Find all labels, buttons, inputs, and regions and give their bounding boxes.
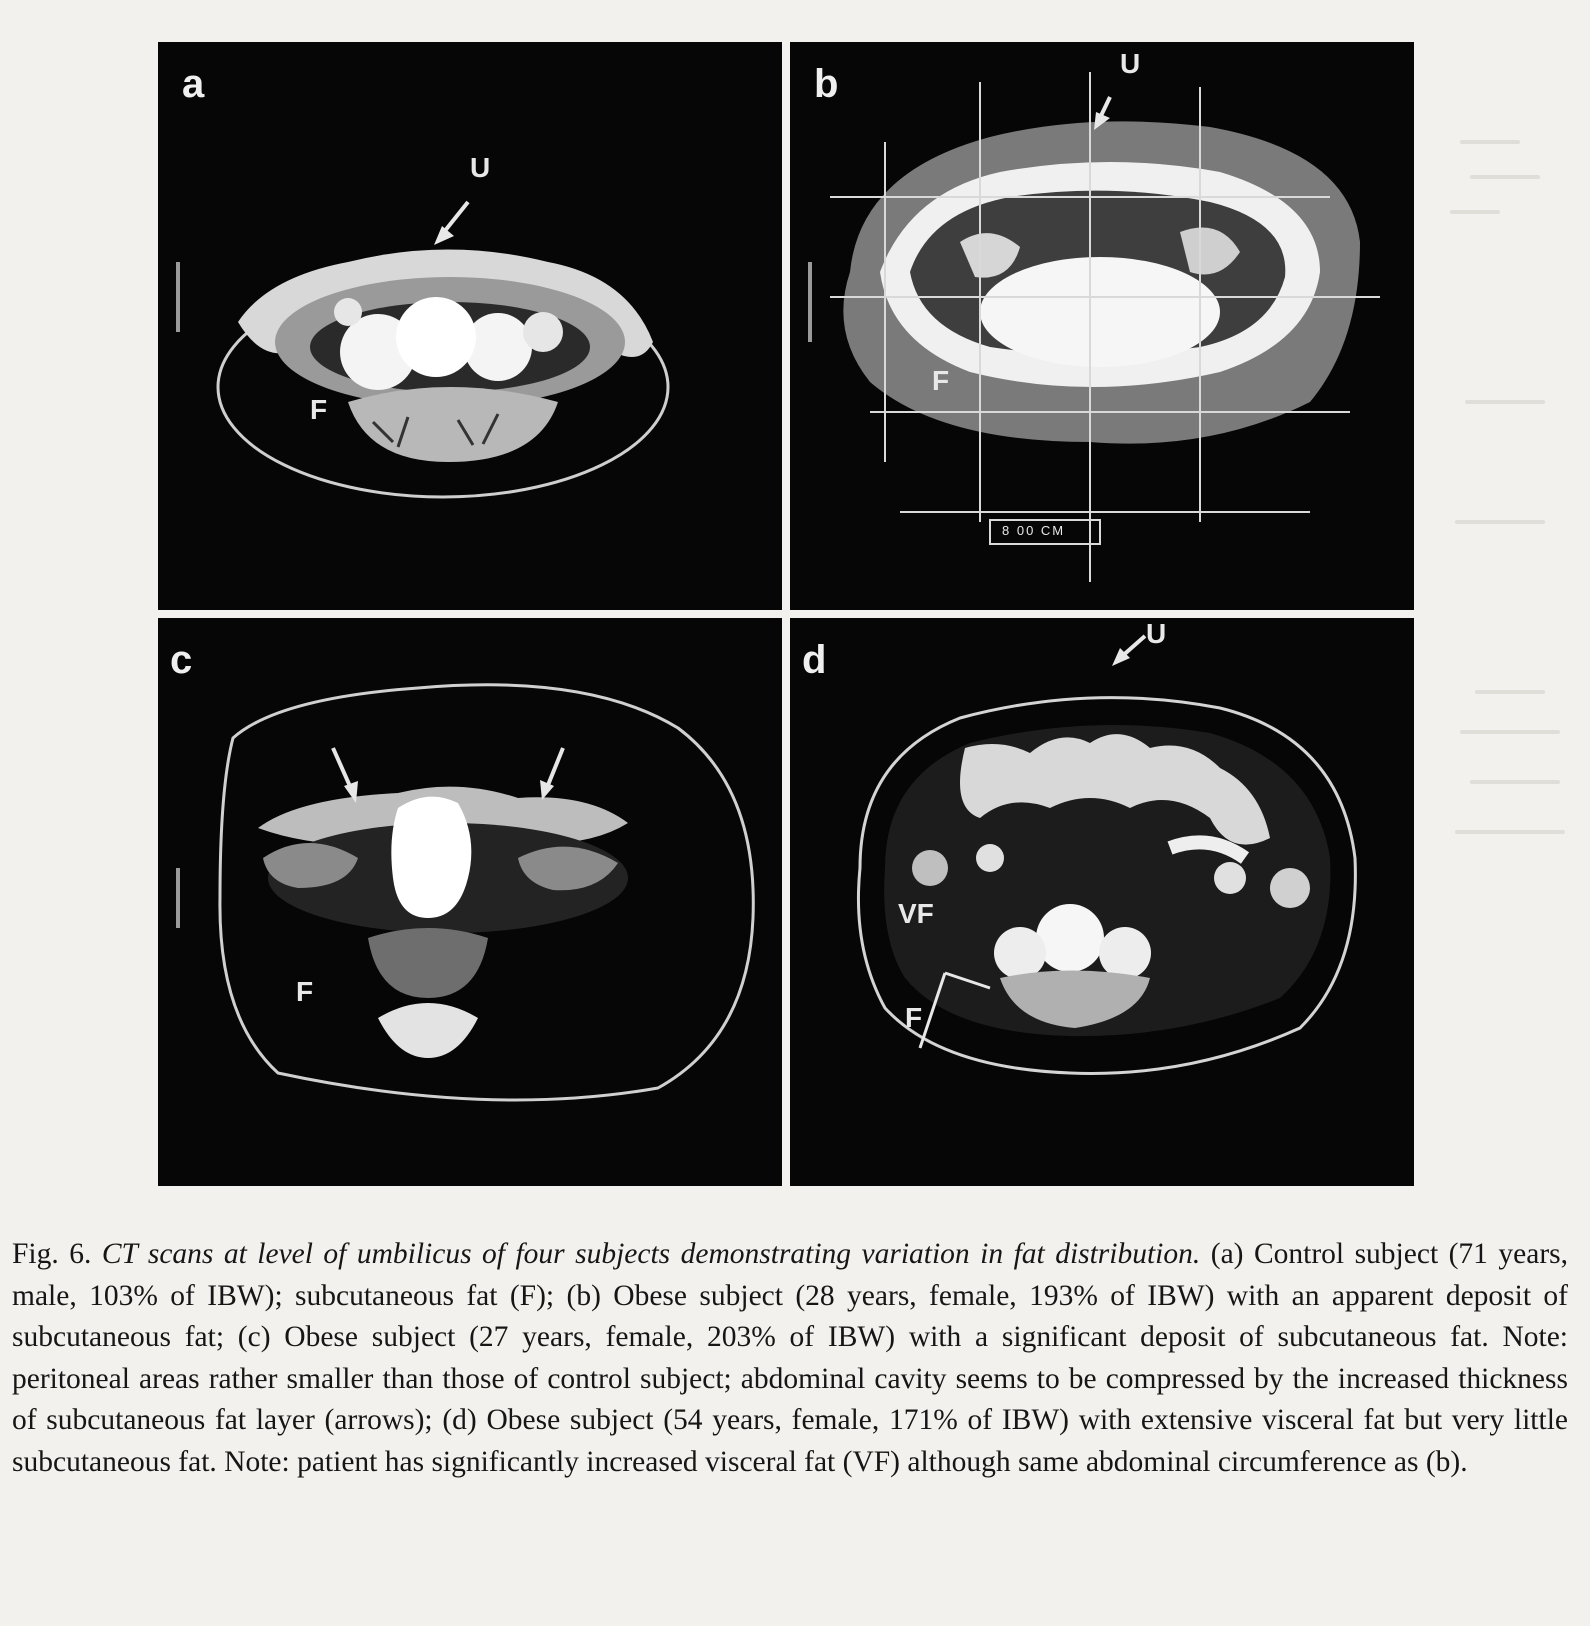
visceral-fat-marker-d: VF — [898, 898, 934, 929]
panel-a — [158, 42, 782, 610]
umbilicus-marker-b: U — [1120, 48, 1141, 79]
figure-caption — [12, 1234, 1568, 1483]
panel-c — [158, 618, 782, 1186]
ct-scan-a — [158, 42, 782, 610]
ct-scan-b — [790, 42, 1414, 610]
panel-b — [790, 42, 1414, 610]
umbilicus-marker-a: U — [470, 152, 491, 183]
panel-label-b: b — [814, 62, 839, 106]
panel-label-d: d — [802, 638, 827, 682]
fat-marker-d: F — [905, 1002, 923, 1033]
fat-marker-a: F — [310, 394, 328, 425]
page-bleed-through — [1430, 0, 1590, 1200]
fat-marker-c: F — [296, 976, 314, 1007]
panel-label-a: a — [182, 62, 205, 106]
caption-title: CT scans at level of umbilicus of four subjects demonstrating variation in fat distribution. — [101, 1238, 1201, 1270]
ct-figure — [158, 42, 1414, 1190]
scale-bar-text: 8 00 CM — [1002, 523, 1066, 538]
umbilicus-marker-d: U — [1146, 618, 1167, 649]
ct-scan-d — [790, 618, 1414, 1186]
fat-marker-b: F — [932, 365, 950, 396]
caption-body: (a) Control subject (71 years, male, 103% of IBW); subcutaneous fat (F); (b) Obese subject (28 years, female, 193% of IBW) with an apparent deposit of subcutaneous fat; (c) Obese subject (27 years, female, 203% of IBW) with a significant deposit of subcutaneous fat. Note: peritoneal areas rather smaller than those of control subject; abdominal cavity seems to be compressed by the increased thickness of subcutaneous fat layer (arrows); (d) Obese subject (54 years, female, 171% of IBW) with extensive visceral fat but very little subcutaneous fat. Note: patient has significantly increased visceral fat (VF) although same abdominal circumference as (b). — [12, 1238, 1569, 1478]
ct-scan-c — [158, 618, 782, 1186]
panel-d — [790, 618, 1414, 1186]
panel-label-c: c — [170, 638, 193, 682]
caption-fig-label: Fig. 6. — [12, 1238, 92, 1270]
